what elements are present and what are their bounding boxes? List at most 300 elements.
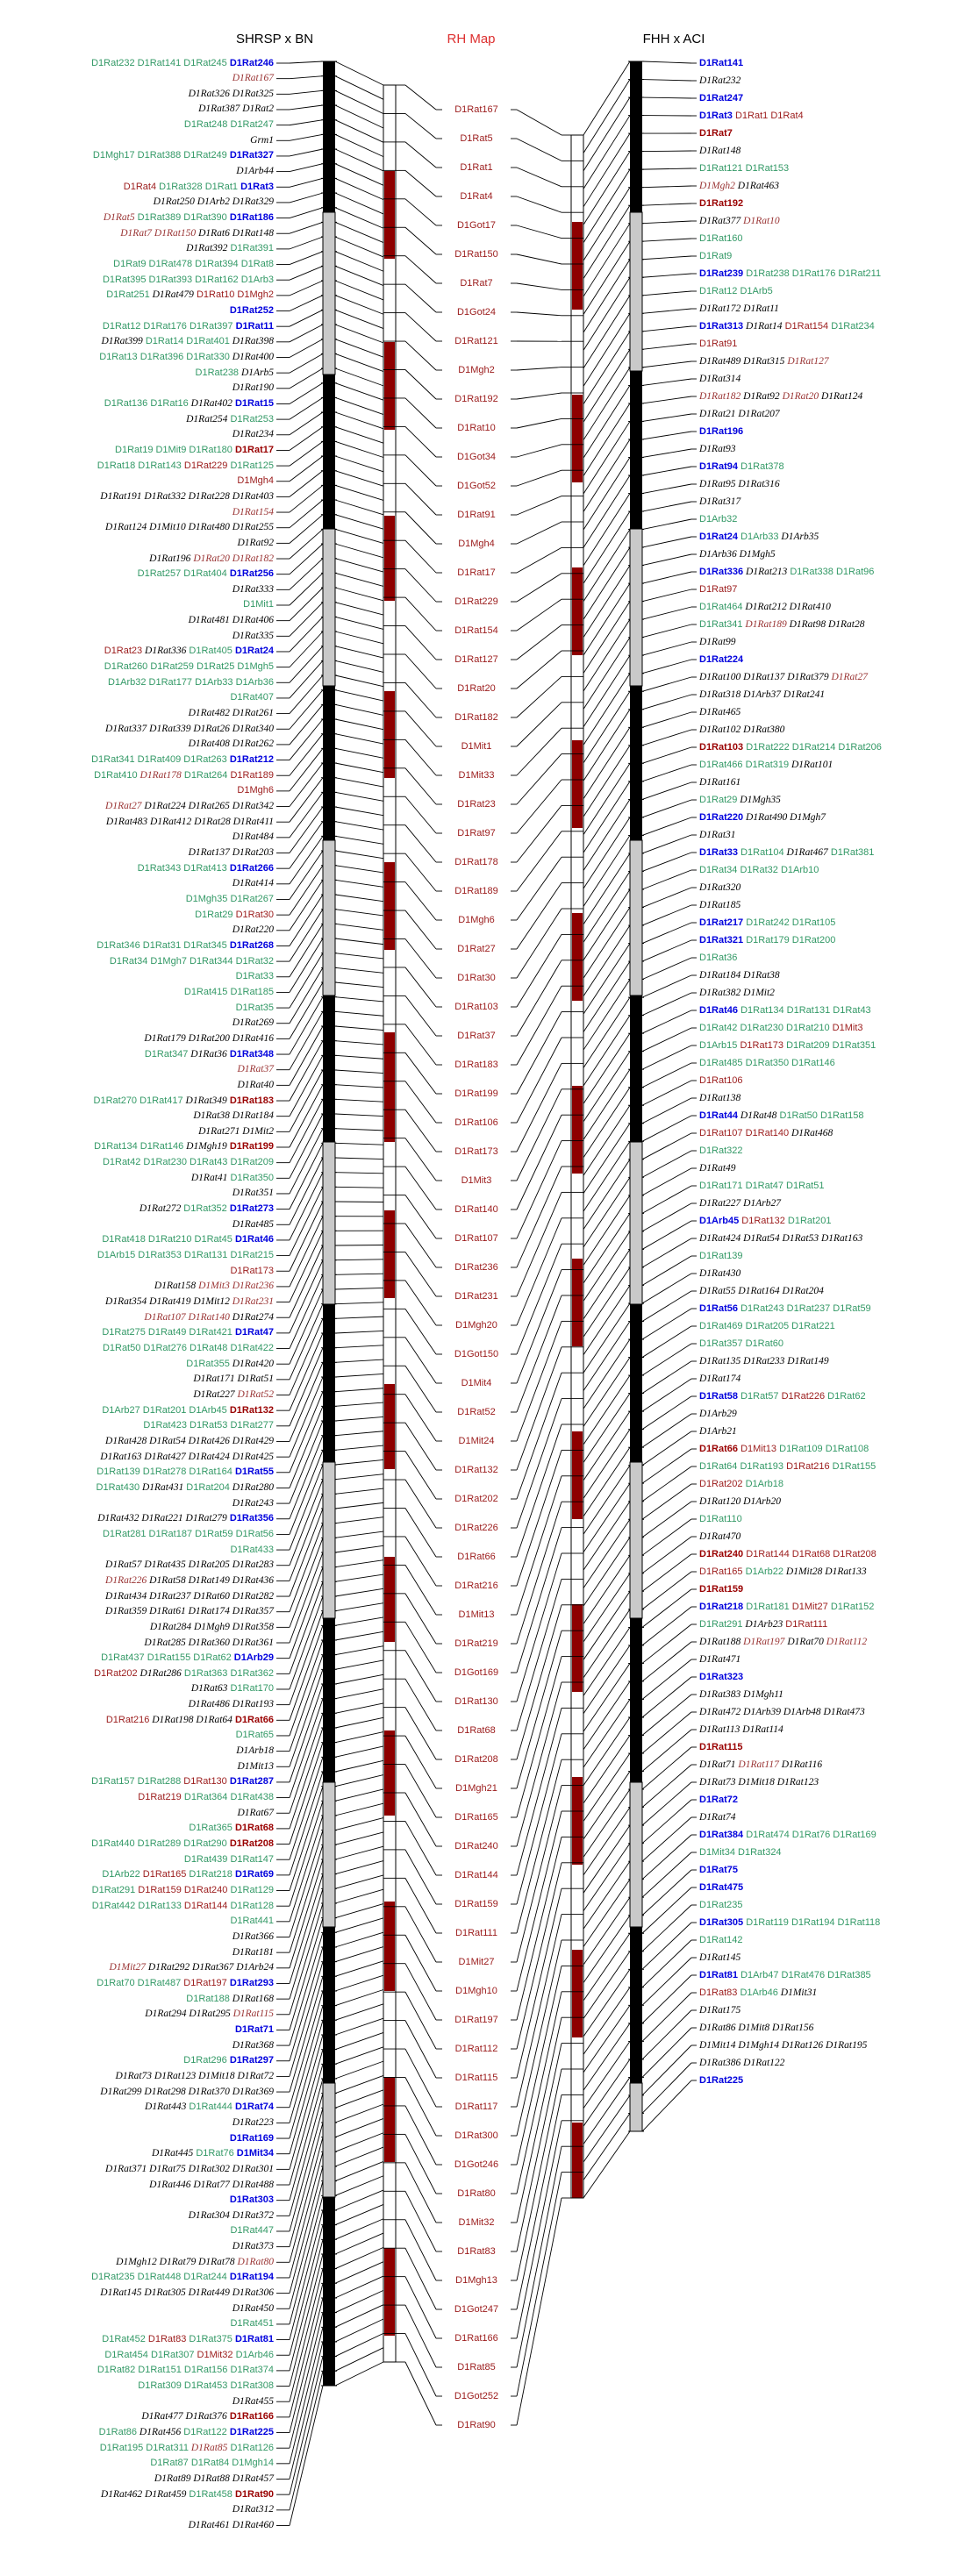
marker-name: D1Rat349: [182, 1095, 227, 1106]
connector-line: [335, 1732, 383, 1743]
fhh-marker-line: [699, 619, 865, 631]
marker-name: D1Rat81: [232, 2334, 274, 2345]
connector-line: [642, 1607, 691, 1645]
shrsp-marker-line: [94, 770, 274, 781]
aux-bar-right-red-segment: [572, 1431, 583, 1519]
shrsp-marker-line: [138, 568, 274, 580]
marker-name: D1Rat348: [226, 1048, 274, 1060]
marker-name: D1Rat197: [454, 2014, 498, 2025]
fhh-bar-segment: [630, 529, 642, 686]
marker-name: D1Rat328 D1Rat1: [156, 181, 239, 192]
connector-line: [405, 1252, 436, 1296]
connector-line: [335, 2161, 383, 2180]
marker-name: D1Mit27: [789, 1601, 828, 1612]
marker-name: D1Rat254: [186, 413, 228, 425]
marker-name: D1Rat188: [186, 1993, 230, 2004]
marker-name: D1Rat93: [699, 443, 736, 454]
shrsp-marker-line: [100, 2443, 274, 2454]
marker-name: D1Rat90: [457, 2419, 496, 2430]
connector-line: [583, 349, 630, 422]
connector-line: [290, 529, 323, 559]
fhh-marker-line: [699, 391, 862, 403]
map-title-shrsp-bn: SHRSP x BN: [235, 32, 314, 46]
marker-name: D1Rat20 D1Rat182: [190, 553, 274, 564]
marker-name: D1Rat216: [105, 1714, 150, 1725]
marker-name: D1Rat336: [699, 566, 744, 577]
marker-name: D1Rat281 D1Rat187 D1Rat59 D1Rat56: [102, 1528, 274, 1539]
connector-line: [290, 2357, 323, 2494]
rh-marker-label: [457, 423, 495, 434]
marker-name: D1Rat455: [232, 2395, 274, 2407]
connector-line: [642, 642, 691, 655]
connector-line: [405, 910, 436, 949]
marker-name: D1Mit3: [461, 1174, 492, 1186]
connector-line: [642, 782, 691, 799]
connector-line: [583, 296, 630, 368]
connector-line: [335, 1832, 383, 1845]
marker-name: D1Rat472 D1Arb39 D1Arb48 D1Rat473: [699, 1706, 865, 1717]
shrsp-marker-line: [233, 924, 274, 936]
marker-name: D1Rat83: [699, 1987, 738, 1998]
connector-line: [642, 1414, 691, 1447]
aux-bar-left-red-segment: [384, 516, 395, 601]
connector-line: [517, 1038, 562, 1123]
marker-name: D1Rat468: [789, 1127, 833, 1138]
connector-line: [517, 1399, 562, 1528]
connector-line: [517, 1528, 562, 1673]
connector-line: [642, 695, 691, 710]
shrsp-marker-line: [233, 73, 274, 84]
fhh-marker-line: [699, 707, 740, 718]
connector-line: [642, 309, 691, 313]
fhh-marker-line: [699, 409, 780, 420]
connector-line: [583, 1844, 630, 1911]
rh-marker-label: [457, 799, 495, 810]
shrsp-marker-line: [102, 2334, 274, 2345]
shrsp-marker-line: [116, 2071, 274, 2082]
connector-line: [405, 455, 436, 486]
connector-line: [583, 727, 630, 798]
rh-marker-label: [454, 1841, 498, 1852]
connector-line: [583, 1322, 630, 1391]
connector-line: [642, 502, 691, 511]
rh-marker-label: [454, 1146, 498, 1158]
connector-line: [517, 1476, 562, 1615]
connector-line: [642, 1554, 691, 1591]
shrsp-marker-line: [186, 414, 274, 425]
connector-line: [642, 1502, 691, 1538]
aux-bar-left-red-segment: [384, 1557, 395, 1642]
shrsp-marker-line: [198, 1126, 274, 1138]
connector-line: [583, 2059, 630, 2126]
marker-name: D1Rat355: [186, 1358, 230, 1369]
marker-name: D1Rat235 D1Rat448 D1Rat244: [91, 2272, 227, 2283]
connector-line: [583, 1753, 630, 1821]
marker-name: D1Rat341 D1Rat409 D1Rat263: [91, 754, 227, 766]
marker-name: D1Rat386 D1Rat122: [699, 2057, 785, 2068]
connector-line: [517, 883, 562, 949]
marker-name: D1Rat292 D1Rat367 D1Arb24: [146, 1962, 274, 1973]
connector-line: [405, 341, 436, 370]
aux-bar-right-red-segment: [572, 395, 583, 482]
connector-line: [642, 168, 691, 169]
shrsp-marker-line: [233, 831, 274, 843]
fhh-bar-segment: [630, 212, 642, 371]
connector-line: [583, 169, 630, 243]
shrsp-marker-line: [105, 2164, 274, 2175]
shrsp-marker-line: [99, 352, 274, 363]
connector-line: [290, 1070, 323, 1131]
marker-name: D1Rat454 D1Rat307: [104, 2349, 195, 2360]
marker-name: D1Rat445: [151, 2148, 194, 2159]
connector-line: [290, 660, 323, 698]
connector-line: [405, 85, 436, 110]
connector-line: [290, 704, 323, 745]
marker-name: D1Rat321: [699, 934, 744, 945]
rh-marker-label: [454, 1291, 498, 1302]
connector-line: [335, 1846, 383, 1859]
connector-line: [405, 1935, 436, 1991]
marker-name: D1Rat33: [235, 971, 274, 982]
shrsp-bar-segment: [323, 1782, 335, 1927]
rh-marker-label: [454, 1667, 498, 1679]
connector-line: [583, 1952, 630, 2019]
rh-marker-label: [454, 654, 498, 666]
marker-name: D1Rat336: [142, 646, 187, 657]
connector-line: [335, 2262, 383, 2284]
marker-name: D1Rat424 D1Rat54 D1Rat53 D1Rat163: [699, 1232, 863, 1244]
marker-name: D1Rat202: [699, 1478, 743, 1489]
marker-name: D1Mit32: [458, 2216, 495, 2228]
marker-name: D1Rat280: [229, 1481, 274, 1493]
marker-name: D1Rat181: [743, 1601, 790, 1612]
connector-line: [335, 2305, 383, 2328]
marker-name: D1Rat231: [229, 1296, 274, 1308]
marker-name: D1Rat458: [186, 2488, 233, 2500]
rh-marker-label: [454, 394, 498, 405]
connector-line: [290, 866, 323, 915]
marker-name: D1Rat24: [232, 646, 274, 657]
connector-line: [517, 196, 562, 212]
marker-name: D1Rat447: [230, 2225, 274, 2237]
connector-line: [642, 1905, 691, 1952]
marker-name: D1Rat224: [699, 653, 744, 665]
marker-name: D1Arb36 D1Mgh5: [699, 548, 776, 560]
shrsp-marker-line: [144, 1638, 274, 1649]
connector-line: [335, 1114, 383, 1117]
shrsp-marker-line: [97, 940, 274, 952]
marker-name: D1Rat57: [738, 1390, 779, 1402]
connector-line: [517, 1192, 562, 1296]
rh-marker-label: [455, 2101, 498, 2113]
marker-name: D1Rat129: [227, 1885, 274, 1896]
connector-line: [405, 426, 436, 457]
rh-marker-label: [457, 2420, 495, 2431]
fhh-marker-line: [699, 1689, 783, 1701]
marker-name: D1Rat139: [699, 1250, 743, 1261]
aux-bar-left-red-segment: [384, 862, 395, 950]
marker-name: D1Rat423 D1Rat53 D1Rat277: [143, 1420, 274, 1431]
connector-line: [335, 1560, 383, 1567]
connector-line: [517, 254, 562, 264]
connector-line: [290, 910, 323, 961]
fhh-marker-line: [699, 1356, 829, 1367]
shrsp-marker-line: [101, 1652, 274, 1664]
connector-line: [290, 617, 323, 652]
connector-line: [290, 1962, 323, 2077]
connector-line: [405, 2334, 436, 2396]
shrsp-marker-line: [97, 1466, 274, 1478]
shrsp-marker-line: [105, 1296, 274, 1308]
marker-name: D1Rat433: [230, 1544, 274, 1555]
marker-name: D1Rat117: [454, 2101, 498, 2112]
connector-line: [335, 2032, 383, 2049]
marker-name: D1Rat475: [699, 1881, 744, 1893]
connector-line: [335, 1717, 383, 1728]
rh-marker-label: [454, 2333, 498, 2344]
marker-name: D1Rat432 D1Rat221 D1Rat279: [97, 1513, 227, 1524]
shrsp-marker-line: [233, 2117, 274, 2129]
marker-name: D1Rat145 D1Rat305 D1Rat449 D1Rat306: [100, 2287, 274, 2299]
marker-name: D1Rat86 D1Mit8 D1Rat156: [699, 2022, 814, 2033]
connector-line: [335, 1187, 383, 1188]
marker-name: D1Rat238 D1Rat176 D1Rat211: [743, 268, 882, 279]
connector-line: [642, 1677, 691, 1717]
connector-line: [335, 1359, 383, 1362]
marker-name: D1Rat101: [789, 759, 833, 770]
connector-line: [290, 2050, 323, 2170]
shrsp-marker-line: [105, 1606, 274, 1617]
marker-name: D1Rat320: [699, 881, 741, 893]
shrsp-marker-line: [233, 2504, 274, 2515]
shrsp-marker-line: [103, 1157, 274, 1168]
connector-line: [583, 1627, 630, 1695]
marker-name: D1Rat35: [235, 1002, 274, 1013]
marker-name: D1Rat395 D1Rat393 D1Rat162 D1Arb3: [102, 274, 274, 285]
marker-name: D1Rat229: [454, 596, 498, 607]
connector-line: [405, 1138, 436, 1181]
shrsp-bar-segment: [323, 61, 335, 212]
marker-name: D1Mit13: [237, 1760, 274, 1772]
marker-name: D1Rat268: [226, 939, 274, 951]
fhh-marker-line: [699, 1707, 865, 1718]
fhh-marker-line: [699, 426, 743, 438]
connector-line: [290, 310, 323, 326]
rh-marker-label: [460, 162, 492, 174]
connector-line: [583, 1609, 630, 1678]
shrsp-marker-line: [184, 119, 274, 131]
rh-marker-label: [454, 2391, 498, 2402]
marker-name: D1Rat257 D1Rat404: [137, 568, 227, 580]
fhh-marker-line: [699, 1549, 876, 1560]
connector-line: [335, 1674, 383, 1684]
connector-line: [583, 1195, 630, 1266]
connector-line: [517, 2198, 562, 2425]
marker-name: D1Rat134 D1Rat146: [94, 1141, 184, 1152]
marker-name: D1Rat44: [699, 1110, 739, 1121]
connector-line: [583, 2113, 630, 2180]
rh-marker-label: [457, 2246, 495, 2258]
connector-line: [642, 186, 691, 188]
connector-line: [583, 152, 630, 225]
marker-name: D1Rat402: [188, 397, 233, 409]
marker-name: D1Rat486 D1Rat193: [188, 1699, 274, 1710]
marker-name: D1Rat10: [740, 215, 780, 226]
connector-line: [335, 1574, 383, 1581]
connector-line: [335, 1317, 383, 1318]
marker-name: D1Arb27 D1Rat201 D1Arb45: [102, 1404, 227, 1416]
connector-line: [290, 1173, 323, 1240]
connector-line: [290, 1699, 323, 1798]
marker-name: D1Mit32: [194, 2349, 233, 2360]
connector-line: [583, 1141, 630, 1211]
connector-line: [335, 1173, 383, 1174]
shrsp-marker-line: [91, 754, 274, 766]
connector-line: [290, 471, 323, 497]
shrsp-marker-line: [230, 2318, 274, 2330]
connector-line: [290, 441, 323, 466]
connector-line: [290, 1377, 323, 1457]
connector-line: [517, 780, 562, 833]
connector-line: [642, 1168, 691, 1195]
connector-line: [405, 2021, 436, 2078]
shrsp-marker-line: [237, 1761, 274, 1773]
connector-line: [583, 385, 630, 458]
marker-name: D1Rat7: [460, 277, 493, 289]
connector-line: [642, 1642, 691, 1681]
marker-name: D1Rat286: [137, 1667, 182, 1679]
connector-line: [642, 1747, 691, 1789]
shrsp-marker-line: [230, 2225, 274, 2237]
connector-line: [642, 1151, 691, 1177]
connector-line: [405, 1565, 436, 1615]
connector-line: [335, 1789, 383, 1801]
marker-name: D1Rat220: [699, 811, 744, 823]
marker-name: D1Rat124 D1Mit10 D1Rat480 D1Rat255: [105, 522, 274, 533]
marker-name: D1Rat46: [232, 1234, 274, 1245]
connector-line: [335, 603, 383, 615]
marker-name: D1Rat12 D1Arb5: [699, 285, 773, 296]
connector-line: [290, 822, 323, 868]
fhh-marker-line: [699, 830, 736, 841]
marker-name: D1Rat312: [232, 2504, 274, 2515]
marker-name: D1Rat444: [186, 2101, 233, 2113]
connector-line: [642, 432, 691, 439]
connector-line: [642, 449, 691, 457]
marker-name: D1Rat430: [699, 1267, 741, 1279]
connector-line: [642, 730, 691, 746]
connector-line: [583, 1483, 630, 1552]
shrsp-marker-line: [124, 182, 274, 193]
fhh-bar-segment: [630, 686, 642, 840]
shrsp-marker-line: [150, 2458, 274, 2469]
marker-name: D1Rat127: [454, 653, 498, 665]
marker-name: D1Rat351: [232, 1188, 274, 1199]
connector-line: [405, 711, 436, 746]
connector-line: [335, 573, 383, 586]
marker-name: D1Rat106: [454, 1117, 498, 1128]
marker-name: D1Arb15: [699, 1039, 738, 1051]
connector-line: [583, 908, 630, 979]
connector-line: [642, 817, 691, 835]
connector-line: [335, 2090, 383, 2109]
connector-line: [517, 1940, 562, 2136]
connector-line: [642, 1396, 691, 1430]
marker-name: D1Rat48: [738, 1110, 777, 1121]
marker-name: D1Rat189: [227, 769, 274, 781]
rh-marker-label: [455, 2275, 497, 2287]
connector-line: [517, 754, 562, 804]
marker-name: D1Rat73 D1Rat123 D1Mit18 D1Rat72: [115, 2070, 274, 2081]
connector-line: [335, 1975, 383, 1991]
connector-line: [335, 1445, 383, 1450]
marker-name: D1Rat27: [457, 943, 496, 954]
connector-line: [335, 120, 383, 143]
connector-line: [335, 1918, 383, 1932]
marker-name: D1Rat72: [699, 1794, 739, 1805]
connector-line: [335, 924, 383, 930]
connector-line: [290, 178, 323, 187]
fhh-bar-segment: [630, 371, 642, 529]
connector-line: [517, 728, 562, 775]
shrsp-marker-line: [233, 584, 274, 596]
connector-line: [290, 515, 323, 544]
rh-marker-label: [454, 249, 498, 260]
marker-name: D1Rat83: [145, 2334, 187, 2345]
connector-line: [290, 1743, 323, 1845]
marker-name: D1Mit13: [458, 1609, 495, 1620]
marker-name: D1Rat428 D1Rat54 D1Rat426 D1Rat429: [105, 1435, 274, 1446]
connector-line: [405, 1679, 436, 1730]
shrsp-marker-line: [237, 1064, 274, 1075]
shrsp-marker-line: [237, 538, 274, 549]
connector-line: [290, 2064, 323, 2185]
marker-name: D1Rat189: [742, 618, 787, 630]
connector-line: [583, 1285, 630, 1354]
marker-name: D1Mgh19: [183, 1141, 227, 1152]
connector-line: [290, 1611, 323, 1705]
connector-line: [335, 632, 383, 644]
marker-name: D1Rat299 D1Rat298 D1Rat370 D1Rat369: [100, 2086, 274, 2097]
marker-name: D1Rat71: [234, 2023, 274, 2035]
fhh-marker-line: [699, 917, 835, 929]
shrsp-marker-line: [233, 2303, 274, 2315]
shrsp-marker-line: [186, 243, 274, 254]
connector-line: [642, 800, 691, 817]
marker-name: D1Rat382 D1Mit2: [699, 987, 775, 998]
connector-line: [290, 573, 323, 605]
connector-line: [583, 602, 630, 674]
connector-line: [405, 2248, 436, 2309]
marker-name: D1Rat62: [825, 1390, 866, 1402]
marker-name: D1Arb29: [699, 1408, 737, 1419]
fhh-marker-line: [699, 356, 829, 367]
connector-line: [583, 1088, 630, 1158]
aux-bar-left-red-segment: [384, 1902, 395, 1991]
marker-name: D1Rat71: [699, 1759, 736, 1770]
shrsp-marker-line: [189, 2210, 274, 2222]
fhh-marker-line: [699, 1724, 783, 1736]
marker-name: D1Arb22: [742, 1566, 784, 1577]
marker-name: D1Rat23: [457, 798, 496, 810]
marker-name: D1Rat407: [230, 692, 274, 703]
marker-name: D1Rat271 D1Mit2: [198, 1125, 274, 1137]
marker-name: D1Rat20: [457, 682, 496, 694]
marker-name: D1Rat463: [734, 180, 780, 191]
rh-marker-label: [454, 1204, 498, 1216]
fhh-marker-line: [699, 58, 743, 69]
connector-line: [335, 2147, 383, 2166]
